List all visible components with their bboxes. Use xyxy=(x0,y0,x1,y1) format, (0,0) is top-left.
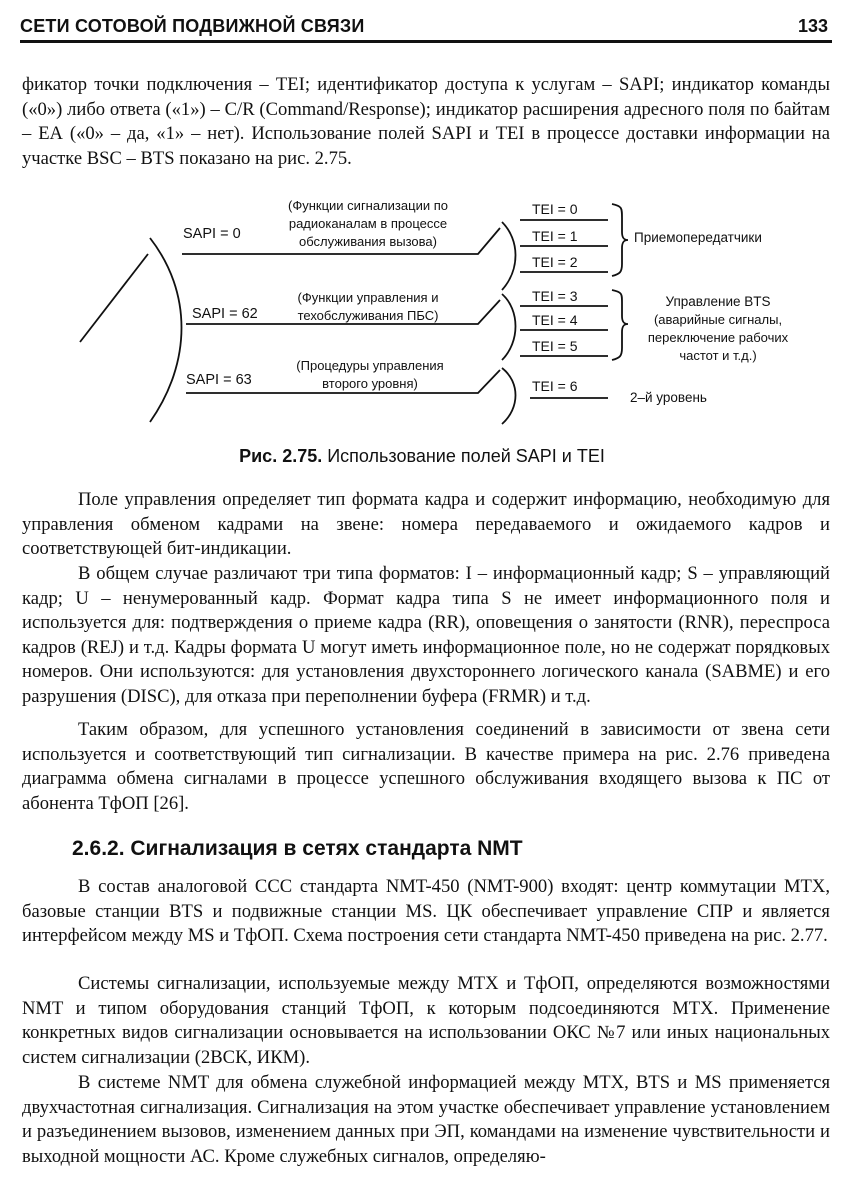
tei-4-label: TEI = 4 xyxy=(532,312,578,328)
svg-text:(Процедуры управления: (Процедуры управления xyxy=(296,358,444,373)
tei-1-label: TEI = 1 xyxy=(532,228,578,244)
svg-text:Управление BTS: Управление BTS xyxy=(665,294,771,309)
tei-6-label: TEI = 6 xyxy=(532,378,578,394)
svg-text:(аварийные сигналы,: (аварийные сигналы, xyxy=(653,312,783,327)
page-number: 133 xyxy=(797,16,828,36)
tei-5-label: TEI = 5 xyxy=(532,338,578,354)
group-transceivers-label: Приемопередатчики xyxy=(634,230,762,245)
svg-text:(Функции управления и: (Функции управления и xyxy=(297,290,439,305)
brace-transceivers xyxy=(612,204,628,276)
running-title: СЕТИ СОТОВОЙ ПОДВИЖНОЙ СВЯЗИ xyxy=(20,16,365,36)
paragraph-signaling-types: Таким образом, для успешного установления соединений в зависимости от звена сети используется и соответствующий тип сигнализации. В качестве примера на рис. 2.76 приведена диаграмма обмена сигналами в процессе успешного обслуживания входящего вызова к ПС от абонента ТфОП [26]. xyxy=(22,719,830,814)
figure-caption xyxy=(0,446,844,467)
link-line xyxy=(80,254,148,342)
page-header xyxy=(20,14,832,43)
tei-bracket-3 xyxy=(502,368,516,424)
tei-bracket-1 xyxy=(502,222,516,290)
sapi-0-label: SAPI = 0 xyxy=(183,226,241,242)
paragraph-two-tone: В системе NMT для обмена служебной информацией между МТХ, BTS и MS применяется двухчастотная сигнализация. Сигнализация на этом участке обеспечивает управление установлением и разъединением вызовов, изменением данных при ЭП, командами на изменение чувствительности и выходной мощности АС. Кроме служебных сигналов, определяю- xyxy=(22,1072,830,1167)
paragraph-frame-formats: В общем случае различают три типа форматов: I – информационный кадр; S – управляющий кадр; U – ненумерованный кадр. Формат кадра типа S не имеет информационного поля и используется для: подтверждения о приеме кадра (RR), оповещения о занятости (RNR), переспроса кадров (REJ) и т.д. Кадры формата U могут иметь информационное поле, но не содержат порядковых номеров. Они используются: для установления двухстороннего логического канала (SABME) и его разрушения (DISC), для отказа при переполнении буфера (FRMR) и т.д. xyxy=(22,563,830,707)
svg-text:обслуживания вызова): обслуживания вызова) xyxy=(299,234,437,249)
svg-text:переключение рабочих: переключение рабочих xyxy=(647,330,789,345)
sapi-63-label: SAPI = 63 xyxy=(186,372,252,388)
sapi-62-label: SAPI = 62 xyxy=(192,306,258,322)
svg-text:(Функции сигнализации по: (Функции сигнализации по xyxy=(288,198,448,213)
paragraph-continuation: фикатор точки подключения – TEI; идентификатор доступа к услугам – SAPI; индикатор команды («0») либо ответа («1») – C/R (Command/Response); индикатор расширения адресного поля по байтам – ЕА («0» – да, «1» – нет). Использование полей SAPI и TEI в процессе доставки информации на участке BSC – BTS показано на рис. 2.75. xyxy=(22,74,830,169)
paragraph-nmt-composition: В состав аналоговой ССС стандарта NMT-450 (NMT-900) входят: центр коммутации МТХ, базовые станции BTS и подвижные станции MS. ЦК обеспечивает управление СПР и является интерфейсом между MS и ТфОП. Схема построения сети стандарта NMT-450 приведена на рис. 2.77. xyxy=(22,876,830,947)
sapi-bracket xyxy=(150,238,182,422)
svg-text:радиоканалам в процессе: радиоканалам в процессе xyxy=(288,216,448,231)
figure-sapi-tei xyxy=(0,192,844,482)
svg-text:частот и т.д.): частот и т.д.) xyxy=(679,348,757,363)
tei-3-label: TEI = 3 xyxy=(532,288,578,304)
paragraph-control-field: Поле управления определяет тип формата кадра и содержит информацию, необходимую для управления обменом кадрами на звене: номера передаваемого и ожидаемого кадров и соответствующей бит-индикации. xyxy=(22,489,830,560)
group-level2-label: 2–й уровень xyxy=(630,390,707,405)
tei-0-label: TEI = 0 xyxy=(532,201,578,217)
paragraph-mtx-signaling: Системы сигнализации, используемые между МТХ и ТфОП, определяются возможностями NMT и типом оборудования станций ТфОП, к которым подсоединяются МТХ. Применение конкретных видов сигнализации основывается на использовании ОКС №7 или иных национальных систем сигнализации (2ВСК, ИКМ). xyxy=(22,973,830,1068)
section-heading: 2.6.2. Сигнализация в сетях стандарта NMT xyxy=(72,837,523,860)
caption-label: Рис. 2.75. xyxy=(239,446,323,466)
sapi-tei-diagram xyxy=(0,192,844,452)
tei-2-label: TEI = 2 xyxy=(532,254,578,270)
tei-bracket-2 xyxy=(502,294,516,360)
brace-bts-control xyxy=(612,290,628,360)
svg-text:второго уровня): второго уровня) xyxy=(322,376,418,391)
caption-text: Использование полей SAPI и TEI xyxy=(322,446,605,466)
svg-text:техобслуживания ПБС): техобслуживания ПБС) xyxy=(297,308,439,323)
